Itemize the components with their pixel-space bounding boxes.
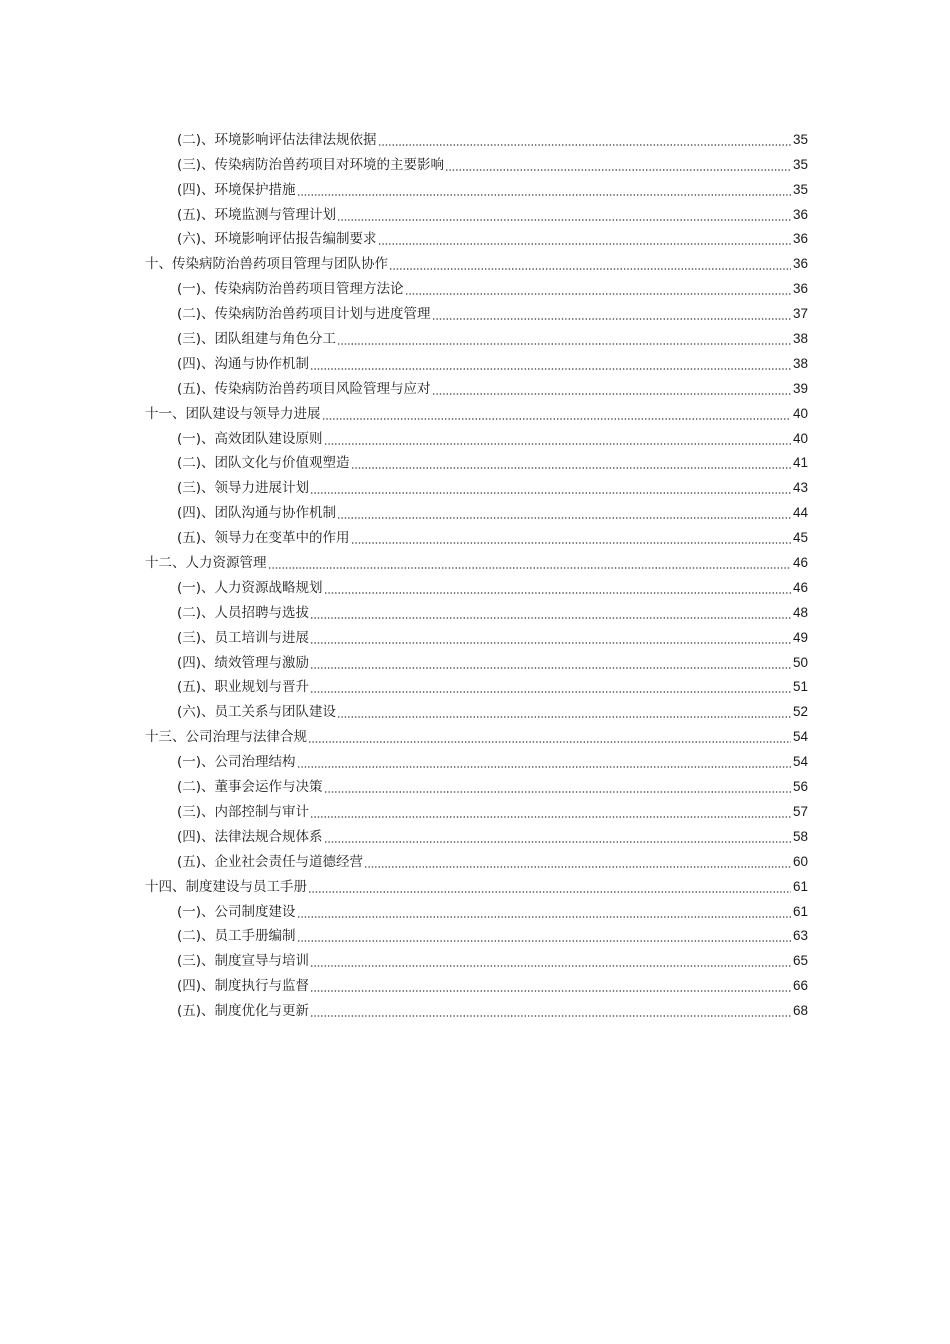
toc-dot-leader [432, 318, 791, 320]
toc-section-entry[interactable] [145, 746, 808, 771]
toc-dot-leader [310, 816, 791, 818]
toc-page-number: 56 [792, 779, 808, 795]
toc-section-entry[interactable] [145, 970, 808, 995]
toc-dot-leader [310, 965, 791, 967]
toc-page-number: 45 [792, 530, 808, 546]
toc-entry-title: (四)、环境保护措施 [177, 181, 296, 198]
toc-section-entry[interactable] [145, 497, 808, 522]
toc-section-entry[interactable] [145, 796, 808, 821]
toc-entry-title: (二)、人员招聘与选拔 [177, 604, 310, 621]
toc-entry-title: (二)、环境影响评估法律法规依据 [177, 131, 377, 148]
toc-page-number: 58 [792, 828, 808, 844]
toc-page-number: 63 [792, 928, 808, 944]
toc-section-entry[interactable] [145, 921, 808, 946]
toc-dot-leader [310, 642, 791, 644]
toc-chapter-entry[interactable] [145, 248, 808, 273]
toc-entry-title: (一)、公司治理结构 [177, 754, 296, 771]
toc-section-entry[interactable] [145, 622, 808, 647]
toc-entry-title: (四)、团队沟通与协作机制 [177, 505, 337, 522]
toc-dot-leader [324, 791, 791, 793]
toc-entry-title: (一)、公司制度建设 [177, 903, 296, 920]
toc-entry-title: (五)、环境监测与管理计划 [177, 206, 337, 223]
toc-dot-leader [445, 169, 791, 171]
toc-page-number: 36 [792, 231, 808, 247]
toc-dot-leader [324, 841, 791, 843]
toc-section-entry[interactable] [145, 224, 808, 249]
toc-section-entry[interactable] [145, 821, 808, 846]
toc-chapter-entry[interactable] [145, 871, 808, 896]
toc-dot-leader [351, 542, 791, 544]
toc-entry-title: (一)、人力资源战略规划 [177, 579, 323, 596]
toc-dot-leader [308, 741, 791, 743]
toc-entry-title: (四)、沟通与协作机制 [177, 355, 310, 372]
toc-page-number: 57 [792, 803, 808, 819]
toc-entry-title: (五)、制度优化与更新 [177, 1003, 310, 1020]
toc-section-entry[interactable] [145, 373, 808, 398]
toc-dot-leader [297, 940, 791, 942]
toc-dot-leader [310, 667, 791, 669]
toc-dot-leader [389, 268, 791, 270]
toc-page-number: 36 [792, 256, 808, 272]
toc-entry-title: (一)、高效团队建设原则 [177, 430, 323, 447]
toc-page-number: 38 [792, 331, 808, 347]
toc-page-number: 48 [792, 604, 808, 620]
toc-entry-title: (五)、企业社会责任与道德经营 [177, 853, 364, 870]
toc-section-entry[interactable] [145, 199, 808, 224]
toc-page-number: 60 [792, 853, 808, 869]
toc-dot-leader [378, 144, 791, 146]
toc-page-number: 36 [792, 206, 808, 222]
toc-section-entry[interactable] [145, 423, 808, 448]
toc-entry-title: (六)、员工关系与团队建设 [177, 704, 337, 721]
toc-dot-leader [310, 1015, 791, 1017]
toc-page-number: 35 [792, 131, 808, 147]
toc-dot-leader [310, 990, 791, 992]
toc-section-entry[interactable] [145, 298, 808, 323]
toc-entry-title: (二)、传染病防治兽药项目计划与进度管理 [177, 306, 431, 323]
toc-section-entry[interactable] [145, 472, 808, 497]
toc-chapter-entry[interactable] [145, 398, 808, 423]
toc-page-number: 51 [792, 679, 808, 695]
toc-section-entry[interactable] [145, 647, 808, 672]
toc-dot-leader [268, 567, 792, 569]
toc-dot-leader [337, 716, 791, 718]
toc-page-number: 52 [792, 704, 808, 720]
toc-entry-title: (三)、团队组建与角色分工 [177, 331, 337, 348]
toc-entry-title: (二)、员工手册编制 [177, 928, 296, 945]
toc-entry-title: 十、传染病防治兽药项目管理与团队协作 [145, 256, 388, 273]
toc-dot-leader [297, 766, 791, 768]
toc-dot-leader [405, 293, 791, 295]
toc-section-entry[interactable] [145, 174, 808, 199]
toc-entry-title: (六)、环境影响评估报告编制要求 [177, 231, 377, 248]
toc-page-number: 49 [792, 629, 808, 645]
toc-page-number: 39 [792, 380, 808, 396]
toc-dot-leader [337, 343, 791, 345]
toc-dot-leader [324, 592, 791, 594]
toc-page-number: 43 [792, 480, 808, 496]
toc-entry-title: (二)、团队文化与价值观塑造 [177, 455, 350, 472]
toc-page-number: 54 [792, 754, 808, 770]
toc-entry-title: 十一、团队建设与领导力进展 [145, 405, 321, 422]
toc-page-number: 61 [792, 878, 808, 894]
toc-dot-leader [364, 866, 791, 868]
toc-page-number: 44 [792, 505, 808, 521]
toc-dot-leader [297, 194, 791, 196]
toc-page-number: 54 [792, 729, 808, 745]
toc-dot-leader [310, 492, 791, 494]
toc-dot-leader [297, 916, 791, 918]
toc-page-number: 35 [792, 181, 808, 197]
toc-section-entry[interactable] [145, 572, 808, 597]
toc-dot-leader [432, 393, 791, 395]
toc-page-number: 46 [792, 579, 808, 595]
toc-entry-title: (四)、制度执行与监督 [177, 978, 310, 995]
toc-page-number: 41 [792, 455, 808, 471]
toc-page-number: 38 [792, 355, 808, 371]
toc-section-entry[interactable] [145, 771, 808, 796]
toc-page-number: 37 [792, 306, 808, 322]
toc-section-entry[interactable] [145, 672, 808, 697]
toc-section-entry[interactable] [145, 597, 808, 622]
toc-entry-title: (五)、职业规划与晋升 [177, 679, 310, 696]
toc-page-number: 36 [792, 281, 808, 297]
toc-entry-title: 十三、公司治理与法律合规 [145, 729, 307, 746]
toc-entry-title: (三)、制度宣导与培训 [177, 953, 310, 970]
toc-entry-title: (三)、领导力进展计划 [177, 480, 310, 497]
toc-page-number: 35 [792, 156, 808, 172]
toc-chapter-entry[interactable] [145, 547, 808, 572]
toc-section-entry[interactable] [145, 348, 808, 373]
toc-entry-title: (三)、员工培训与进展 [177, 629, 310, 646]
toc-entry-title: (四)、法律法规合规体系 [177, 828, 323, 845]
toc-section-entry[interactable] [145, 896, 808, 921]
toc-dot-leader [351, 467, 791, 469]
toc-entry-title: (二)、董事会运作与决策 [177, 779, 323, 796]
toc-page-number: 50 [792, 654, 808, 670]
toc-page-number: 61 [792, 903, 808, 919]
toc-section-entry[interactable] [145, 522, 808, 547]
toc-dot-leader [310, 368, 791, 370]
toc-dot-leader [378, 243, 791, 245]
toc-page-number: 65 [792, 953, 808, 969]
toc-entry-title: (三)、传染病防治兽药项目对环境的主要影响 [177, 156, 445, 173]
toc-page-number: 68 [792, 1003, 808, 1019]
toc-section-entry[interactable] [145, 124, 808, 149]
toc-entry-title: (三)、内部控制与审计 [177, 803, 310, 820]
toc-section-entry[interactable] [145, 448, 808, 473]
toc-dot-leader [337, 219, 791, 221]
toc-section-entry[interactable] [145, 995, 808, 1020]
toc-entry-title: 十四、制度建设与员工手册 [145, 878, 307, 895]
table-of-contents [145, 124, 808, 1020]
toc-dot-leader [324, 443, 791, 445]
toc-dot-leader [308, 891, 791, 893]
toc-entry-title: (五)、领导力在变革中的作用 [177, 530, 350, 547]
toc-section-entry[interactable] [145, 273, 808, 298]
toc-section-entry[interactable] [145, 149, 808, 174]
toc-section-entry[interactable] [145, 945, 808, 970]
toc-entry-title: (四)、绩效管理与激励 [177, 654, 310, 671]
toc-dot-leader [337, 517, 791, 519]
toc-section-entry[interactable] [145, 846, 808, 871]
toc-entry-title: 十二、人力资源管理 [145, 555, 267, 572]
toc-page-number: 46 [792, 555, 808, 571]
toc-chapter-entry[interactable] [145, 721, 808, 746]
toc-page-number: 66 [792, 978, 808, 994]
toc-page-number: 40 [792, 430, 808, 446]
toc-section-entry[interactable] [145, 323, 808, 348]
toc-dot-leader [322, 418, 792, 420]
toc-dot-leader [310, 691, 791, 693]
toc-page-number: 40 [792, 405, 808, 421]
toc-dot-leader [310, 617, 791, 619]
toc-section-entry[interactable] [145, 696, 808, 721]
toc-entry-title: (一)、传染病防治兽药项目管理方法论 [177, 281, 404, 298]
toc-entry-title: (五)、传染病防治兽药项目风险管理与应对 [177, 380, 431, 397]
